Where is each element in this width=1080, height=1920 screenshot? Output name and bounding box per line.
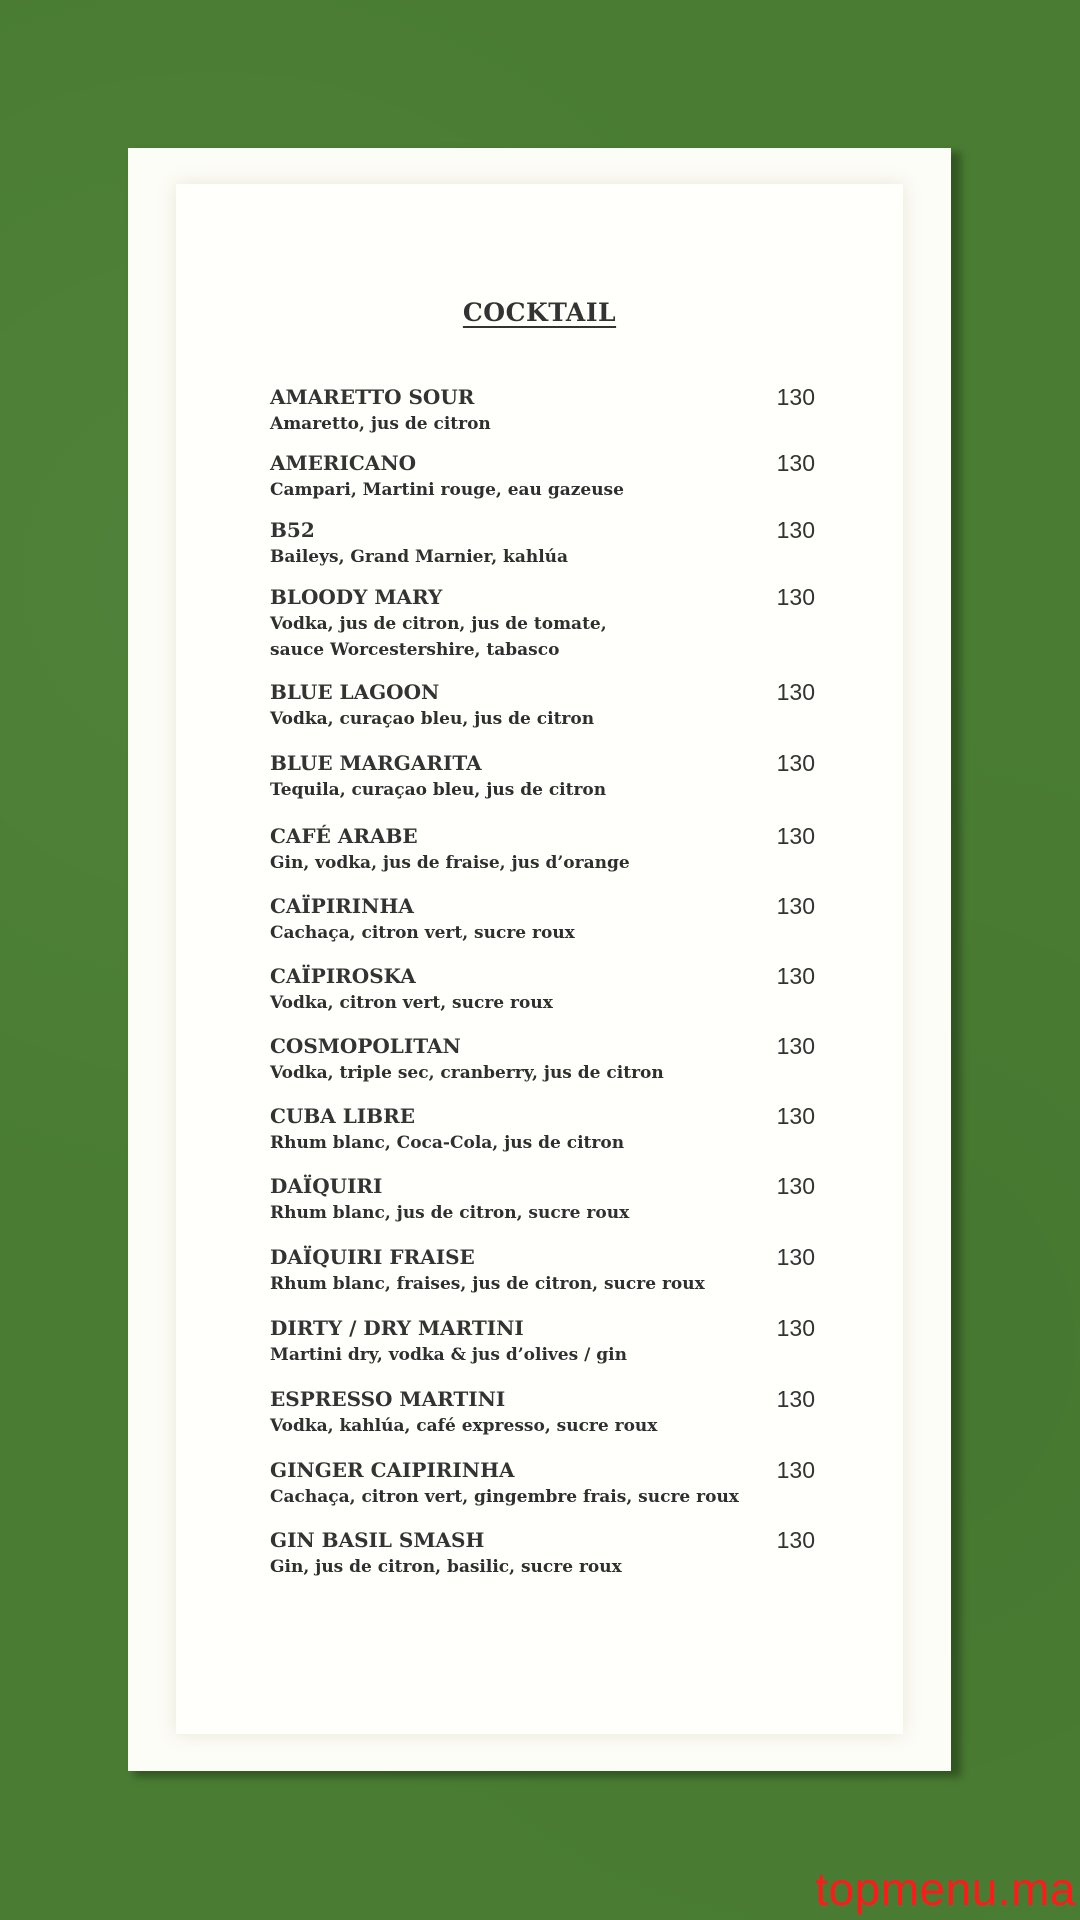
menu-item-name: AMARETTO SOUR — [270, 385, 475, 409]
menu-item-name: AMERICANO — [270, 451, 417, 475]
menu-item-name: BLUE MARGARITA — [270, 751, 482, 775]
menu-item-name: CUBA LIBRE — [270, 1104, 415, 1128]
menu-item-price: 130 — [776, 679, 815, 705]
menu-item-description: Vodka, curaçao bleu, jus de citron — [270, 709, 595, 729]
menu-item-name: GINGER CAIPIRINHA — [270, 1458, 515, 1482]
menu-item-name: B52 — [270, 518, 315, 542]
menu-item-description: Rhum blanc, Coca-Cola, jus de citron — [270, 1133, 625, 1153]
menu-item-price: 130 — [776, 1173, 815, 1199]
watermark-logo: topmenu.ma — [815, 1863, 1076, 1915]
menu-item-description: sauce Worcestershire, tabasco — [270, 640, 560, 660]
menu-item — [270, 750, 815, 803]
menu-item-description: Baileys, Grand Marnier, kahlúa — [270, 547, 569, 567]
menu-item-name: CAÏPIROSKA — [270, 964, 416, 988]
menu-item-price: 130 — [776, 750, 815, 776]
menu-item-price: 130 — [776, 963, 815, 989]
menu-item-price: 130 — [776, 823, 815, 849]
menu-item-price: 130 — [776, 1527, 815, 1553]
menu-item-description: Cachaça, citron vert, gingembre frais, sucre roux — [270, 1487, 739, 1507]
menu-item-description: Cachaça, citron vert, sucre roux — [270, 923, 575, 943]
menu-item — [270, 450, 815, 503]
menu-item-price: 130 — [776, 1386, 815, 1412]
menu-item-price: 130 — [776, 384, 815, 410]
menu-title: COCKTAIL — [462, 298, 617, 327]
menu-item-description: Amaretto, jus de citron — [270, 414, 491, 434]
menu-item — [270, 1173, 815, 1226]
menu-item-description: Vodka, triple sec, cranberry, jus de citron — [270, 1063, 664, 1083]
menu-item-price: 130 — [776, 1033, 815, 1059]
menu-item-description: Martini dry, vodka & jus d’olives / gin — [270, 1345, 627, 1365]
menu-item-name: BLOODY MARY — [270, 585, 443, 609]
menu-item-price: 130 — [776, 1103, 815, 1129]
menu-item — [270, 384, 815, 437]
menu-item — [270, 1457, 815, 1510]
menu-item-name: ESPRESSO MARTINI — [270, 1387, 506, 1411]
menu-item-description: Tequila, curaçao bleu, jus de citron — [270, 780, 607, 800]
menu-item — [270, 963, 815, 1016]
menu-item-description: Vodka, kahlúa, café expresso, sucre roux — [270, 1416, 658, 1436]
menu-item-description: Rhum blanc, fraises, jus de citron, sucre roux — [270, 1274, 705, 1294]
menu-item — [270, 1103, 815, 1156]
menu-item — [270, 823, 815, 876]
menu-item-name: DIRTY / DRY MARTINI — [270, 1316, 524, 1340]
menu-item-name: DAÏQUIRI FRAISE — [270, 1245, 475, 1269]
menu-item-description: Campari, Martini rouge, eau gazeuse — [270, 480, 624, 500]
menu-item-name: CAÏPIRINHA — [270, 894, 414, 918]
menu-item-description: Gin, jus de citron, basilic, sucre roux — [270, 1557, 622, 1577]
menu-item — [270, 1244, 815, 1297]
menu-item-name: CAFÉ ARABE — [270, 824, 418, 848]
menu-item-price: 130 — [776, 1244, 815, 1270]
menu-item — [270, 893, 815, 946]
menu-item-name: COSMOPOLITAN — [270, 1034, 461, 1058]
menu-card — [128, 148, 951, 1771]
menu-item-description: Rhum blanc, jus de citron, sucre roux — [270, 1203, 630, 1223]
menu-item-price: 130 — [776, 1315, 815, 1341]
menu-item-price: 130 — [776, 584, 815, 610]
menu-item — [270, 1386, 815, 1439]
menu-item-price: 130 — [776, 1457, 815, 1483]
menu-item-price: 130 — [776, 450, 815, 476]
menu-item-name: BLUE LAGOON — [270, 680, 440, 704]
menu-item — [270, 1033, 815, 1086]
menu-item — [270, 584, 815, 663]
menu-item-name: GIN BASIL SMASH — [270, 1528, 485, 1552]
menu-item — [270, 1527, 815, 1580]
menu-item — [270, 517, 815, 570]
menu-item-name: DAÏQUIRI — [270, 1174, 383, 1198]
menu-item-price: 130 — [776, 893, 815, 919]
menu-item — [270, 1315, 815, 1368]
menu-item — [270, 679, 815, 732]
menu-item-description: Gin, vodka, jus de fraise, jus d’orange — [270, 853, 630, 873]
menu-item-description: Vodka, jus de citron, jus de tomate, — [270, 614, 607, 634]
menu-item-price: 130 — [776, 517, 815, 543]
menu-item-description: Vodka, citron vert, sucre roux — [270, 993, 553, 1013]
